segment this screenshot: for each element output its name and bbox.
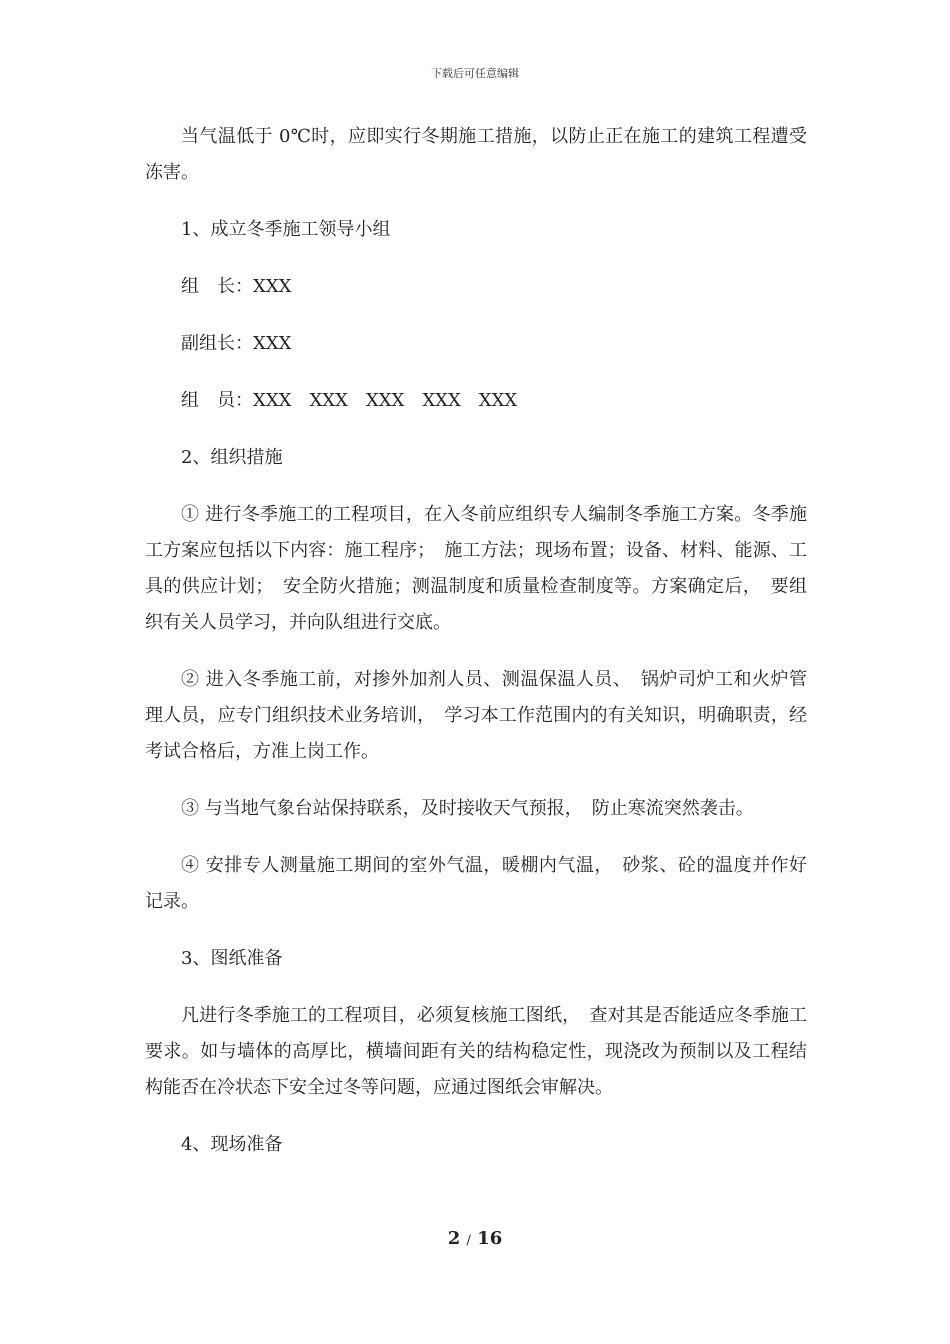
paragraph-measure-2: ② 进入冬季施工前，对掺外加剂人员、测温保温人员、 锅炉司炉工和火炉管理人员，应专门组织技术业务培训， 学习本工作范围内的有关知识，明确职责，经考试合格后，方准上岗工作。: [145, 669, 807, 762]
total-page-count: 16: [477, 1228, 503, 1249]
paragraph-drawing-preparation: 凡进行冬季施工的工程项目，必须复核施工图纸， 查对其是否能适应冬季施工要求。如与墙体的高厚比，横墙间距有关的结构稳定性，现浇改为预制以及工程结构能否在冷状态下安全过冬等问题，应通过图纸会审解决。: [145, 1005, 807, 1098]
group-members-line: 组 员：XXX XXX XXX XXX XXX: [181, 390, 518, 411]
document-body: [145, 119, 807, 1184]
page-separator: /: [466, 1233, 471, 1248]
deputy-leader-line: 副组长：XXX: [181, 333, 292, 354]
section-heading-leadership-group: 1、成立冬季施工领导小组: [181, 219, 391, 240]
page-header: 下载后可任意编辑: [431, 67, 519, 80]
section-heading-organization-measures: 2、组织措施: [181, 447, 283, 468]
page-number: [0, 1227, 950, 1253]
group-leader-line: 组 长：XXX: [181, 276, 292, 297]
current-page-number: 2: [447, 1228, 461, 1249]
paragraph-intro: 当气温低于 0℃时，应即实行冬期施工措施，以防止正在施工的建筑工程遭受冻害。: [145, 126, 807, 183]
paragraph-measure-1: ① 进行冬季施工的工程项目，在入冬前应组织专人编制冬季施工方案。冬季施工方案应包括以下内容：施工程序； 施工方法；现场布置；设备、材料、能源、工具的供应计划； 安全防火措施；测温制度和质量检查制度等。方案确定后， 要组织有关人员学习，并向队组进行交底。: [145, 504, 807, 633]
section-heading-drawing-preparation: 3、图纸准备: [181, 948, 283, 969]
paragraph-measure-4: ④ 安排专人测量施工期间的室外气温，暖棚内气温， 砂浆、砼的温度并作好记录。: [145, 855, 807, 912]
section-heading-site-preparation: 4、现场准备: [181, 1134, 283, 1155]
paragraph-measure-3: ③ 与当地气象台站保持联系，及时接收天气预报， 防止寒流突然袭击。: [181, 798, 754, 819]
